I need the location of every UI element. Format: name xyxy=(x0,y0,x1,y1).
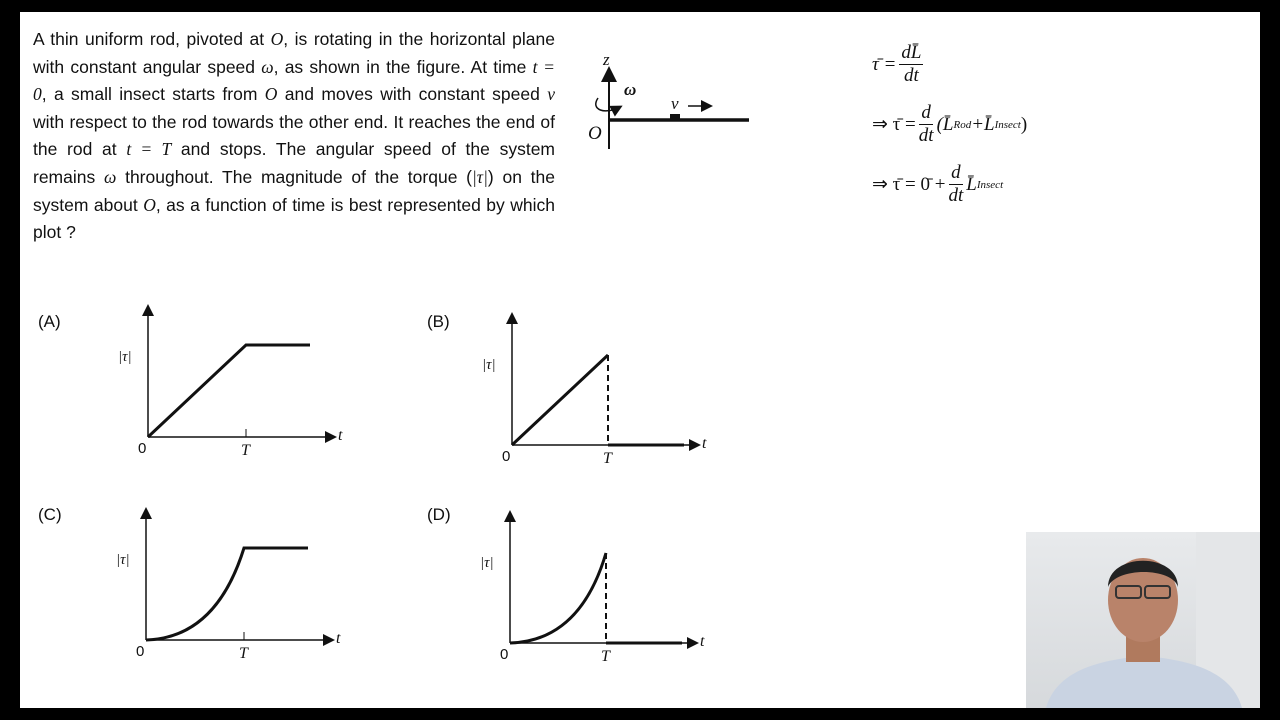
option-plot-d xyxy=(510,513,696,643)
v-label: v xyxy=(671,94,679,113)
omega-label: ω xyxy=(624,80,637,99)
x-axis-label: t xyxy=(336,630,341,647)
solution-line-2 xyxy=(872,102,1027,147)
q-part: O xyxy=(264,84,278,105)
q-part: with respect to the rod towards the other end. It reaches the end of the rod at xyxy=(33,111,555,160)
origin-label: 0 xyxy=(138,440,147,457)
q-part: , a small insect starts from xyxy=(41,84,265,105)
q-part: v xyxy=(547,84,555,105)
lhs: τ̄ = xyxy=(872,53,897,75)
q-part: t = T xyxy=(126,139,172,160)
origin-label: 0 xyxy=(136,643,145,660)
presenter-icon xyxy=(1026,532,1260,708)
solution-line-3 xyxy=(872,162,1003,207)
t-tick-label: T xyxy=(239,645,248,662)
presenter-webcam xyxy=(1026,532,1260,708)
option-label: (A) xyxy=(38,312,61,331)
t-tick-label: T xyxy=(601,648,610,665)
option-plot-b xyxy=(512,315,698,445)
denominator: dt xyxy=(904,65,919,86)
denominator: dt xyxy=(918,125,934,146)
curve xyxy=(148,345,310,437)
q-part: , is rotating in the horizontal plane with constant angular speed xyxy=(33,29,555,77)
lhs: ⇒ τ̄ = xyxy=(872,114,916,135)
option-plot-a xyxy=(148,307,334,437)
y-axis-label: |τ| xyxy=(118,349,132,365)
q-part: and stops. The angular speed of the system remains xyxy=(33,139,555,187)
x-axis-label: t xyxy=(338,427,343,444)
rotation-arrow-icon xyxy=(596,98,620,111)
x-axis-label: t xyxy=(702,435,707,452)
term: (L̄ xyxy=(936,113,954,135)
q-part: O xyxy=(143,194,156,215)
origin-label: 0 xyxy=(502,448,511,465)
subscript: Insect xyxy=(976,178,1004,191)
term: ) xyxy=(1020,113,1028,135)
curve xyxy=(510,553,606,643)
insect xyxy=(670,114,680,119)
lhs: ⇒ τ̄ = 0̄ + xyxy=(872,174,946,195)
q-part: ω xyxy=(261,56,274,77)
q-part: A thin uniform rod, pivoted at xyxy=(33,29,271,49)
z-label: z xyxy=(603,50,610,69)
q-part: throughout. The magnitude of the torque ( xyxy=(116,166,472,187)
solution-line-1 xyxy=(872,42,926,87)
curve xyxy=(146,548,308,640)
y-axis-label: |τ| xyxy=(480,555,494,571)
t-tick-label: T xyxy=(241,442,250,459)
term: +L̄ xyxy=(971,113,995,135)
x-axis-label: t xyxy=(700,633,705,650)
numerator: dL̄ xyxy=(901,42,922,63)
y-axis-label: |τ| xyxy=(482,357,496,373)
q-part: , as shown in the figure. At time xyxy=(273,56,533,77)
numerator: d xyxy=(951,162,961,183)
denominator: dt xyxy=(948,185,964,206)
q-part: ω xyxy=(103,166,117,187)
origin-label: O xyxy=(588,123,602,144)
numerator: d xyxy=(921,102,931,123)
subscript: Insect xyxy=(994,118,1021,131)
option-plot-c xyxy=(146,510,332,640)
q-part: ) on the system about xyxy=(33,166,555,215)
subscript: Rod xyxy=(953,118,972,131)
q-part: and moves with constant speed xyxy=(277,84,548,105)
option-label: (B) xyxy=(427,312,450,331)
t-tick-label: T xyxy=(603,450,612,467)
q-part: , as a function of time is best represented by which plot ? xyxy=(33,194,555,243)
term: L̄ xyxy=(966,173,977,195)
curve xyxy=(512,355,608,445)
option-label: (D) xyxy=(427,505,451,524)
y-axis-label: |τ| xyxy=(116,552,130,568)
option-label: (C) xyxy=(38,505,62,524)
origin-label: 0 xyxy=(500,646,509,663)
q-part: |τ| xyxy=(472,166,488,187)
slide xyxy=(20,12,1260,708)
q-part: t = 0 xyxy=(33,56,555,105)
q-part: O xyxy=(270,29,284,49)
